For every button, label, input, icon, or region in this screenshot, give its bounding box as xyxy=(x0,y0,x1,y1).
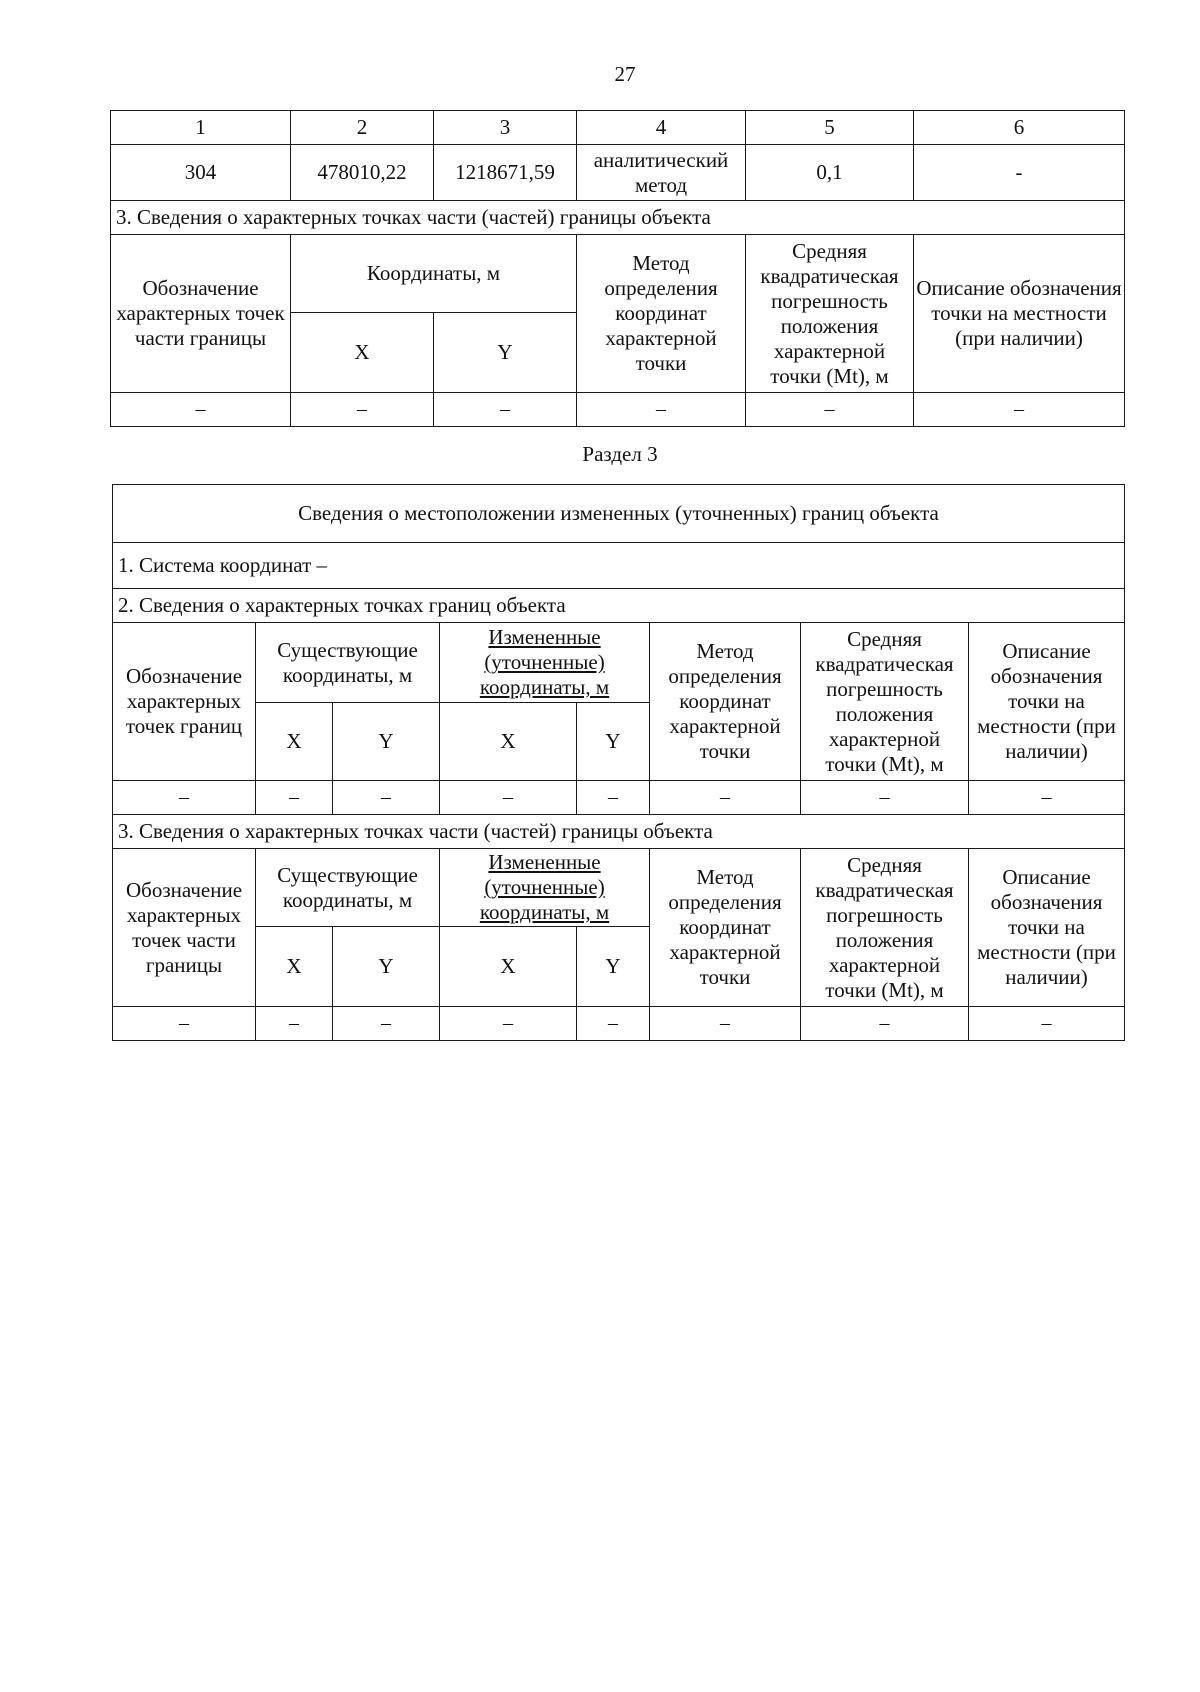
dash-cell: – xyxy=(577,781,650,815)
points-table-continued xyxy=(110,110,1125,427)
description: - xyxy=(914,145,1125,201)
header-x: X xyxy=(256,703,333,781)
col-number: 2 xyxy=(291,111,434,145)
dash-cell: – xyxy=(914,393,1125,427)
header-description: Описание обозначения точки на местности (при наличии) xyxy=(969,849,1125,1007)
section-caption: Раздел 3 xyxy=(582,442,658,466)
dash-cell: – xyxy=(969,1007,1125,1041)
header-x: X xyxy=(440,927,577,1007)
dash-cell: – xyxy=(577,393,746,427)
header-method: Метод определения координат характерной точки xyxy=(577,235,746,393)
dash-cell: – xyxy=(650,781,801,815)
col-number: 3 xyxy=(434,111,577,145)
dash-cell: – xyxy=(440,1007,577,1041)
dash-cell: – xyxy=(650,1007,801,1041)
dash-cell: – xyxy=(256,1007,333,1041)
dash-cell: – xyxy=(801,781,969,815)
dash-cell: – xyxy=(577,1007,650,1041)
dash-cell: – xyxy=(434,393,577,427)
dash-cell: – xyxy=(111,393,291,427)
dash-cell: – xyxy=(440,781,577,815)
section-title: 3. Сведения о характерных точках части (частей) границы объекта xyxy=(111,201,1125,235)
table-row xyxy=(111,145,1125,201)
header-method: Метод определения координат характерной точки xyxy=(650,623,801,781)
header-description: Описание обозначения точки на местности (при наличии) xyxy=(969,623,1125,781)
dash-cell: – xyxy=(291,393,434,427)
point-number: 304 xyxy=(111,145,291,201)
col-number: 4 xyxy=(577,111,746,145)
changed-borders-table xyxy=(112,484,1125,1041)
header-coordinates: Координаты, м xyxy=(291,235,577,313)
header-description: Описание обозначения точки на местности (при наличии) xyxy=(914,235,1125,393)
header-error: Средняя квадратическая погрешность положения характерной точки (Mt), м xyxy=(801,849,969,1007)
empty-row xyxy=(113,1007,1125,1041)
dash-cell: – xyxy=(333,781,440,815)
dash-cell: – xyxy=(256,781,333,815)
header-y: Y xyxy=(333,703,440,781)
col-number: 1 xyxy=(111,111,291,145)
coordinate-y: 1218671,59 xyxy=(434,145,577,201)
coordinate-x: 478010,22 xyxy=(291,145,434,201)
header-y: Y xyxy=(333,927,440,1007)
header-changed-coordinates: Измененные (уточненные) координаты, м xyxy=(440,849,650,927)
column-numbers-row xyxy=(111,111,1125,145)
dash-cell: – xyxy=(746,393,914,427)
header-changed-coordinates: Измененные (уточненные) координаты, м xyxy=(440,623,650,703)
dash-cell: – xyxy=(333,1007,440,1041)
dash-cell: – xyxy=(113,1007,256,1041)
header-designation: Обозначение характерных точек границ xyxy=(113,623,256,781)
table-title: Сведения о местоположении измененных (уточненных) границ объекта xyxy=(113,485,1125,543)
col-number: 6 xyxy=(914,111,1125,145)
dash-cell: – xyxy=(969,781,1125,815)
header-y: Y xyxy=(434,313,577,393)
header-error: Средняя квадратическая погрешность положения характерной точки (Mt), м xyxy=(801,623,969,781)
page-number: 27 xyxy=(614,62,636,86)
header-x: X xyxy=(440,703,577,781)
empty-row xyxy=(111,393,1125,427)
dash-cell: – xyxy=(801,1007,969,1041)
col-number: 5 xyxy=(746,111,914,145)
header-error: Средняя квадратическая погрешность положения характерной точки (Mt), м xyxy=(746,235,914,393)
header-y: Y xyxy=(577,703,650,781)
header-designation: Обозначение характерных точек части границы xyxy=(113,849,256,1007)
header-existing-coordinates: Существующие координаты, м xyxy=(256,849,440,927)
header-x: X xyxy=(256,927,333,1007)
part2-title: 2. Сведения о характерных точках границ объекта xyxy=(113,589,1125,623)
coordinate-system: 1. Система координат – xyxy=(113,543,1125,589)
error-value: 0,1 xyxy=(746,145,914,201)
dash-cell: – xyxy=(113,781,256,815)
method: аналитический метод xyxy=(577,145,746,201)
header-method: Метод определения координат характерной точки xyxy=(650,849,801,1007)
header-existing-coordinates: Существующие координаты, м xyxy=(256,623,440,703)
empty-row xyxy=(113,781,1125,815)
part3-title: 3. Сведения о характерных точках части (частей) границы объекта xyxy=(113,815,1125,849)
header-y: Y xyxy=(577,927,650,1007)
header-designation: Обозначение характерных точек части границы xyxy=(111,235,291,393)
header-x: X xyxy=(291,313,434,393)
